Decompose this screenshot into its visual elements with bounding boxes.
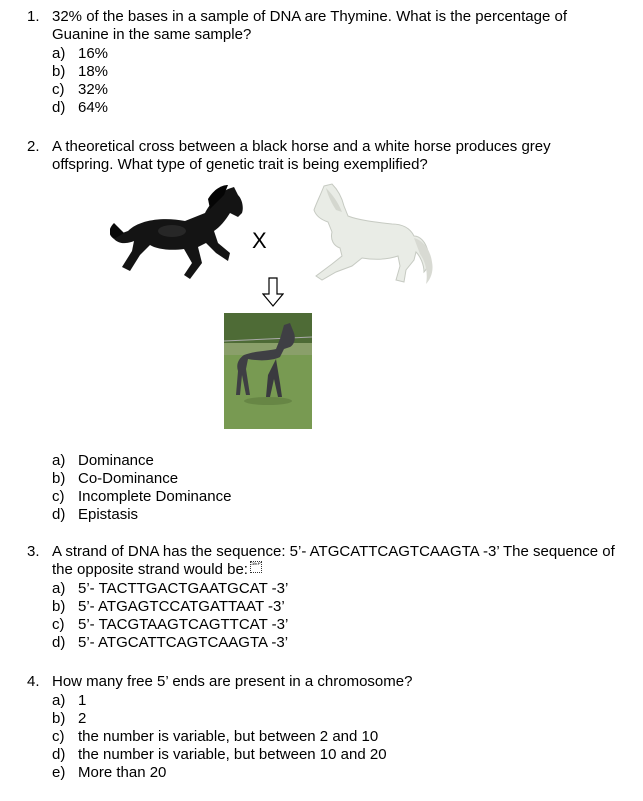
question-text: How many free 5’ ends are present in a chromosome? bbox=[52, 673, 413, 690]
question-number: 1. bbox=[27, 8, 40, 25]
grey-foal-image bbox=[224, 313, 312, 429]
option-b: b) 18% bbox=[52, 63, 109, 80]
option-c: c) 5’- TACGTAAGTCAGTTCAT -3’ bbox=[52, 616, 289, 633]
options-list bbox=[52, 692, 387, 782]
white-horse-image bbox=[302, 180, 442, 295]
option-c: c) the number is variable, but between 2 and 10 bbox=[52, 728, 379, 745]
horse-cross-figure bbox=[110, 183, 450, 433]
option-c: c) 32% bbox=[52, 81, 109, 98]
question-text: 32% of the bases in a sample of DNA are Thymine. What is the percentage of Guanine in the same sample? bbox=[52, 8, 568, 43]
question-number: 2. bbox=[27, 138, 40, 155]
option-e: e) More than 20 bbox=[52, 764, 167, 781]
option-a: a) 1 bbox=[52, 692, 87, 709]
option-d: d) 64% bbox=[52, 99, 109, 116]
question-number: 4. bbox=[27, 673, 40, 690]
question-text: A strand of DNA has the sequence: 5’- ATGCATTCAGTCAAGTA -3’ The sequence of the opposite strand would be: SEP bbox=[52, 543, 615, 578]
option-b: b) 2 bbox=[52, 710, 87, 727]
question-2-options bbox=[52, 452, 231, 524]
options-list bbox=[52, 45, 108, 117]
option-b: b) 5’- ATGAGTCCATGATTAAT -3’ bbox=[52, 598, 285, 615]
option-a: a) 16% bbox=[52, 45, 109, 62]
question-number: 3. bbox=[27, 543, 40, 560]
option-c: c) Incomplete Dominance bbox=[52, 488, 232, 505]
cross-symbol: X bbox=[252, 228, 267, 253]
option-b: b) Co-Dominance bbox=[52, 470, 179, 487]
option-a: a) 5’- TACTTGACTGAATGCAT -3’ bbox=[52, 580, 289, 597]
option-d: d) Epistasis bbox=[52, 506, 139, 523]
down-arrow-icon bbox=[262, 277, 284, 307]
question-text: A theoretical cross between a black horse and a white horse produces grey offspring. What type of genetic trait is being exemplified? bbox=[52, 138, 551, 173]
sep-marker-icon: SEP bbox=[250, 561, 262, 573]
option-d: d) the number is variable, but between 10 and 20 bbox=[52, 746, 387, 763]
option-a: a) Dominance bbox=[52, 452, 154, 469]
option-d: d) 5’- ATGCATTCAGTCAAGTA -3’ bbox=[52, 634, 289, 651]
black-horse-image bbox=[110, 183, 250, 293]
options-list bbox=[52, 580, 288, 652]
